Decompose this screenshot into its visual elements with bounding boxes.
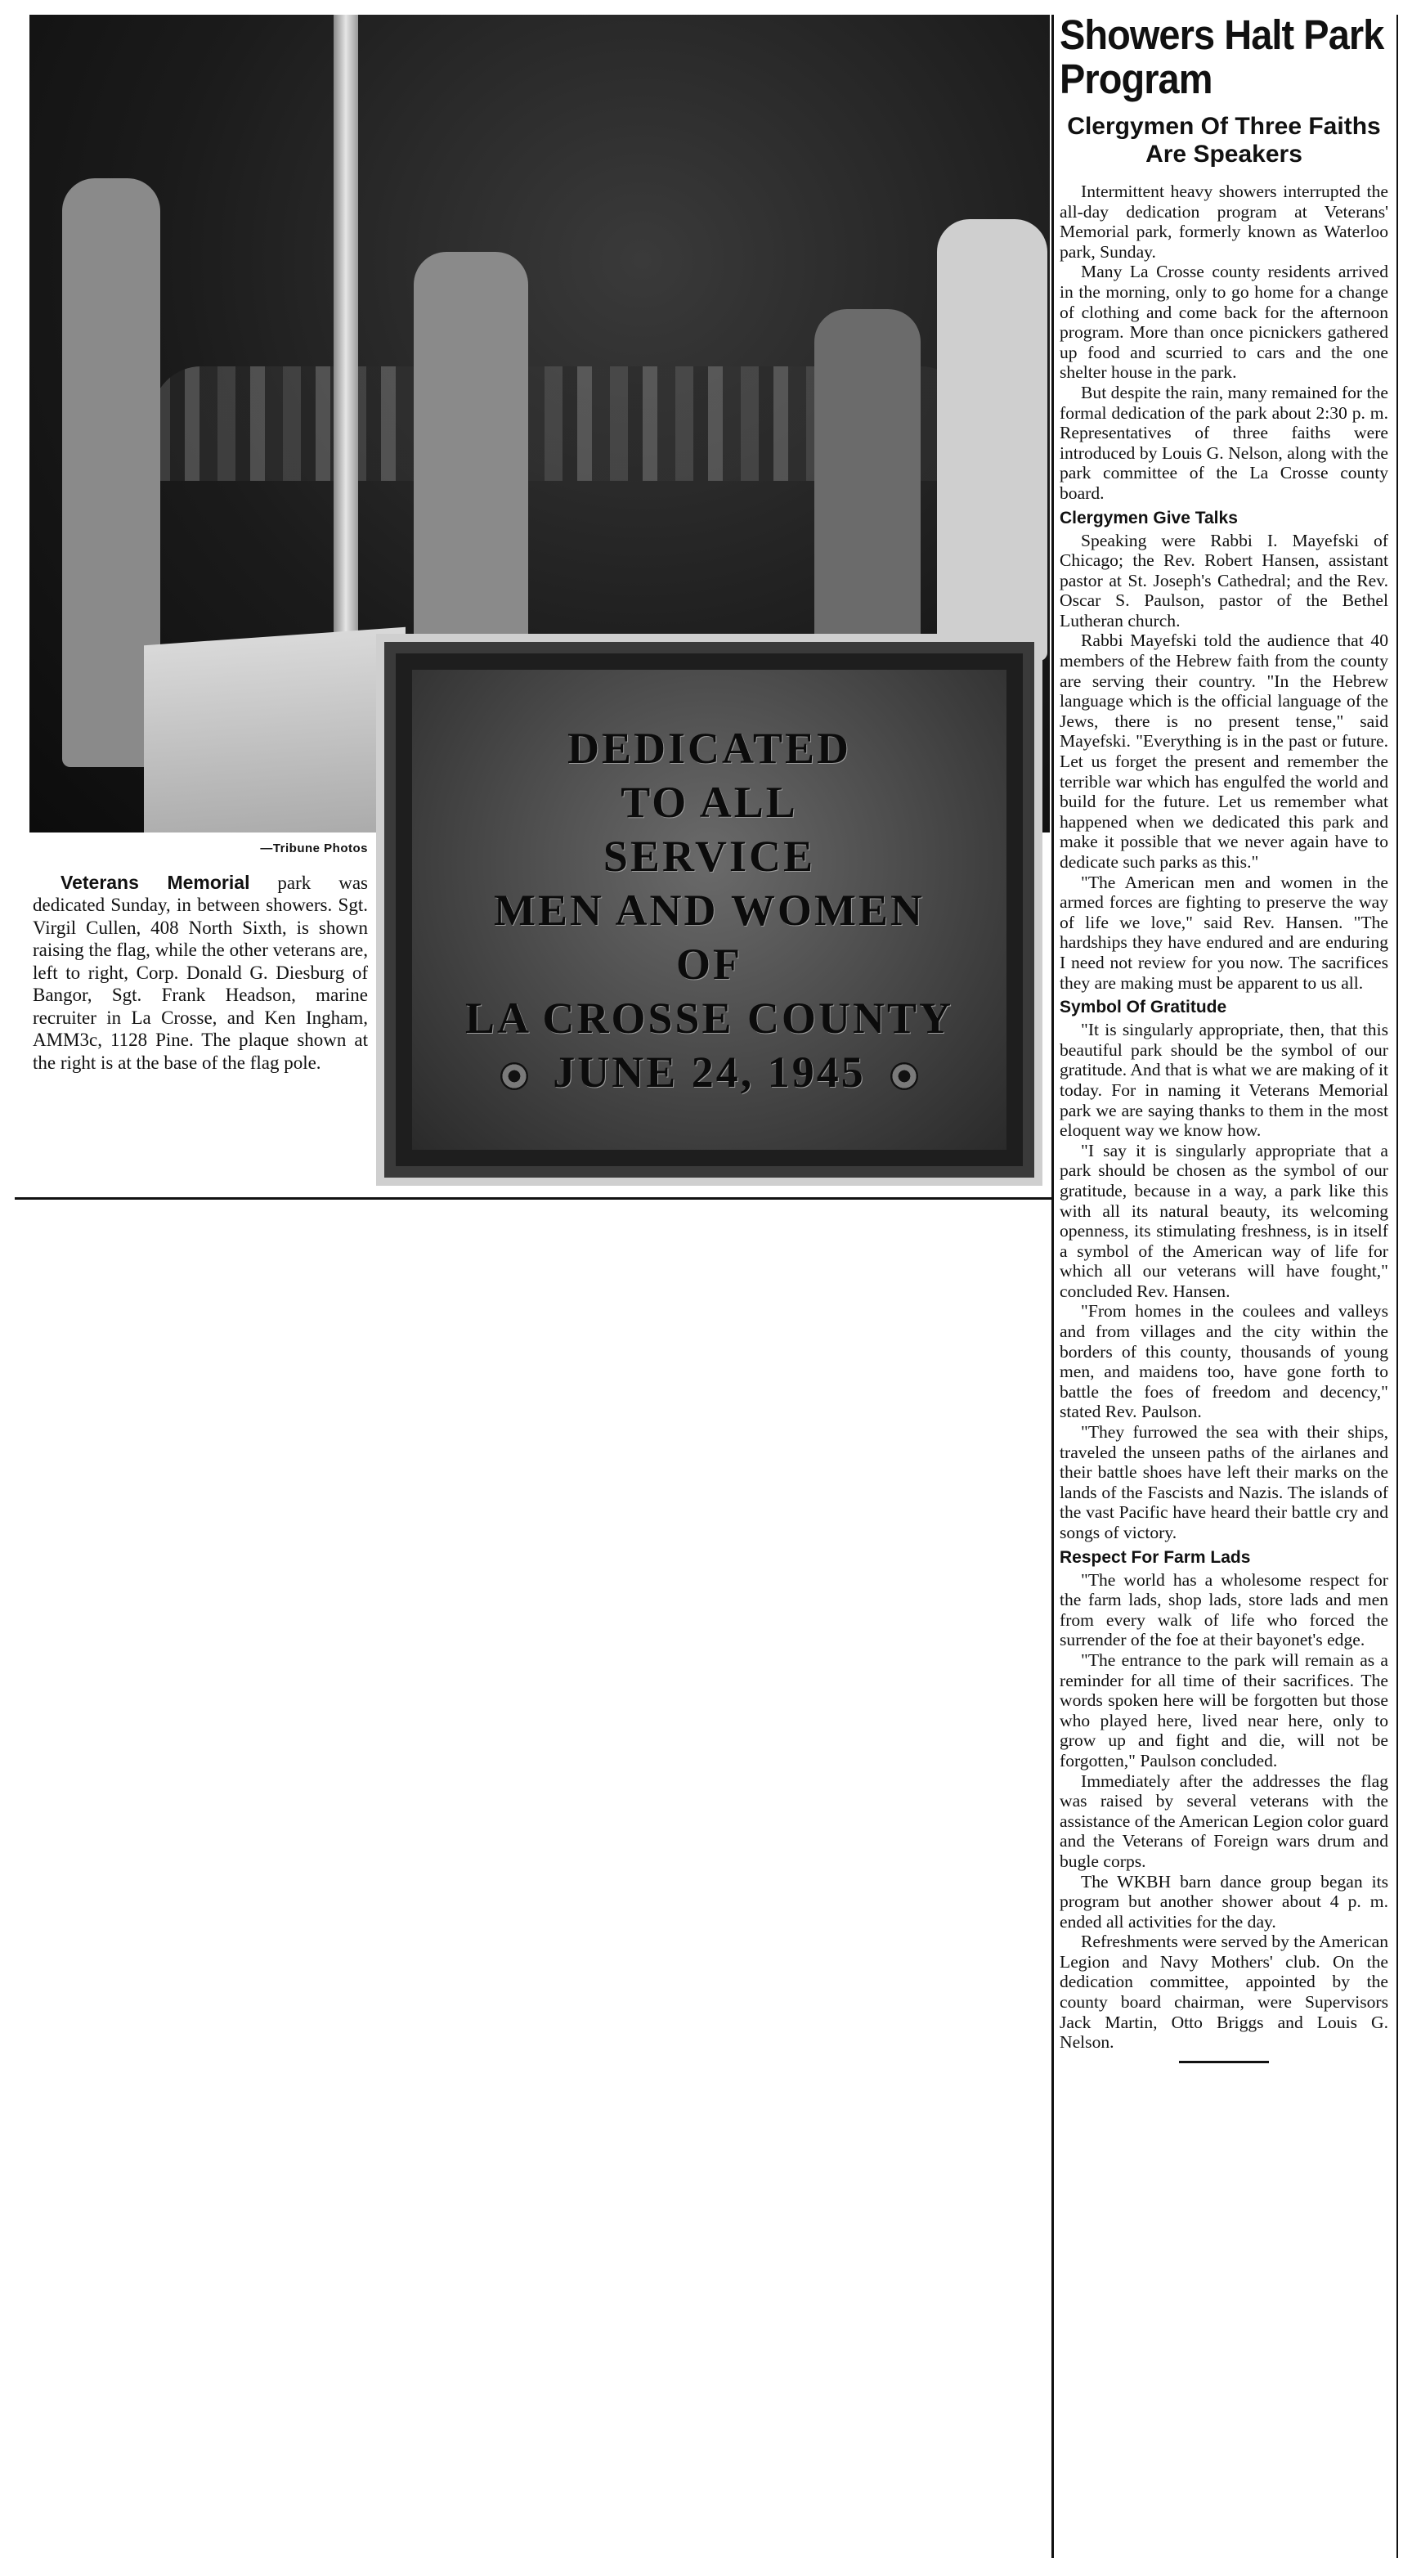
section-heading: Symbol Of Gratitude (1060, 998, 1227, 1017)
rosette-icon (500, 1062, 528, 1090)
caption-body: park was dedicated Sunday, in between showers. Sgt. Virgil Cullen, 408 North Sixth, is shown raising the flag, while the other veterans are, left to right, Corp. Donald G. Diesburg of Bangor, Sgt. Frank Headson, marine recruiter in La Crosse, and Ken Ingham, AMM3c, 1128 Pine. The plaque shown at the right is at the base of the flag pole. (33, 872, 369, 1073)
caption-lead: Veterans Memorial (61, 871, 250, 893)
plaque-face (412, 670, 1006, 1150)
section-heading: Respect For Farm Lads (1060, 1547, 1251, 1567)
plaque-line: MEN AND WOMEN (493, 885, 925, 935)
paragraph: The WKBH barn dance group began its program but another shower about 4 p. m. ended all activities for the day. (1060, 1871, 1388, 1932)
plaque-line: TO ALL (621, 777, 798, 827)
paragraph: Many La Crosse county residents arrived in the morning, only to go home for a change of clothing and come back for the afternoon program. More than once picnickers gathered up food and scurried to cars and the one shelter house in the park. (1060, 262, 1388, 383)
saluting-soldier-figure (414, 252, 528, 644)
bottom-rule (15, 1197, 1053, 1200)
paragraph: "The entrance to the park will remain as a reminder for all time of their sacrifices. The words spoken here will be forgotten but those who played here, lived near here, only to grow up and fight and die, will not be forgotten," Paulson concluded. (1060, 1649, 1388, 1770)
section-heading: Clergymen Give Talks (1060, 508, 1238, 527)
paragraph: "I say it is singularly appropriate that a park should be chosen as the symbol of our gratitude, because in a way, a park like this with all its natural beauty, its welcoming openness, its stimulating freshness, is in itself a symbol of the American way of life for which all our veterans will have fought," concluded Rev. Hansen. (1060, 1140, 1388, 1301)
headline: Showers Halt Park Program (1060, 11, 1384, 102)
article-body (1060, 182, 1388, 2053)
plaque-line: OF (676, 939, 742, 989)
paragraph: Speaking were Rabbi I. Mayefski of Chicago; the Rev. Robert Hansen, assistant pastor at St. Joseph's Cathedral; and the Rev. Oscar S. Paulson, pastor of the Bethel Lutheran church. (1060, 530, 1388, 631)
subhead: Clergymen Of Three Faiths Are Speakers (1067, 113, 1381, 168)
plaque-line: SERVICE (603, 831, 816, 881)
right-column-rule (1396, 15, 1398, 2558)
plaque-line: DEDICATED (567, 723, 852, 773)
photo-credit: —Tribune Photos (260, 841, 368, 855)
flag-pole (334, 15, 358, 669)
dedication-plaque (376, 634, 1042, 1186)
paragraph: "The American men and women in the armed forces are fighting to preserve the way of life we love," said Rev. Hansen. "The hardships they have endured and are enduring I need not review for you now. The sacrifices they are making must be apparent to us all. (1060, 872, 1388, 993)
marine-figure (814, 309, 921, 653)
plaque-date: JUNE 24, 1945 (553, 1047, 866, 1097)
paragraph: Immediately after the addresses the flag was raised by several veterans with the assistance of the American Legion color guard and the Veterans of Foreign wars drum and bugle corps. (1060, 1770, 1388, 1871)
column-rule (1051, 15, 1054, 2558)
paragraph: "The world has a wholesome respect for the farm lads, shop lads, store lads and men from every walk of life who forced the surrender of the foe at their bayonet's edge. (1060, 1569, 1388, 1650)
paragraph: Rabbi Mayefski told the audience that 40 members of the Hebrew faith from the county are serving their country. "In the Hebrew language which is the official language of the Jews, there is no present tense," said Mayefski. "Everything is in the past or future. Let us forget the present and remember the terrible war which has engulfed the world and build for the future. Let us remember what happened when we dedicated this park and make it possible that we never again have to dedicate such parks as this." (1060, 631, 1388, 872)
sailor-figure (937, 219, 1047, 661)
rosette-icon (890, 1062, 918, 1090)
paragraph: Refreshments were served by the American Legion and Navy Mothers' club. On the dedication committee, appointed by the county board chairman, were Supervisors Jack Martin, Otto Briggs and Louis G. Nelson. (1060, 1932, 1388, 2053)
article (1060, 13, 1388, 2063)
paragraph: "From homes in the coulees and valleys and from villages and the city within the borders of this county, thousands of young men, and maidens too, have gone forth to battle the foes of freedom and decency," stated Rev. Paulson. (1060, 1301, 1388, 1422)
end-rule (1179, 2061, 1269, 2063)
paragraph: But despite the rain, many remained for the formal dedication of the park about 2:30 p. m. Representatives of three faiths were introduced by Louis G. Nelson, along with the park committee of the La Crosse county board. (1060, 382, 1388, 503)
paragraph: "They furrowed the sea with their ships, traveled the unseen paths of the airlanes and their battle shoes have left their marks on the lands of the Fascists and Nazis. The islands of the vast Pacific have heard their battle cry and songs of victory. (1060, 1422, 1388, 1542)
caption-text (33, 872, 368, 1075)
flag-pole-base (144, 627, 406, 832)
plaque-line: LA CROSSE COUNTY (464, 993, 954, 1043)
paragraph: Intermittent heavy showers interrupted the all-day dedication program at Veterans' Memorial park, formerly known as Waterloo park, Sunday. (1060, 182, 1388, 262)
plaque-date-line (476, 1045, 943, 1099)
photo-caption (33, 837, 368, 1074)
paragraph: "It is singularly appropriate, then, that this beautiful park should be the symbol of our gratitude. And that is what we are making of it today. For in naming it Veterans Memorial park we are saying thanks to them in the most eloquent way we know how. (1060, 1020, 1388, 1141)
